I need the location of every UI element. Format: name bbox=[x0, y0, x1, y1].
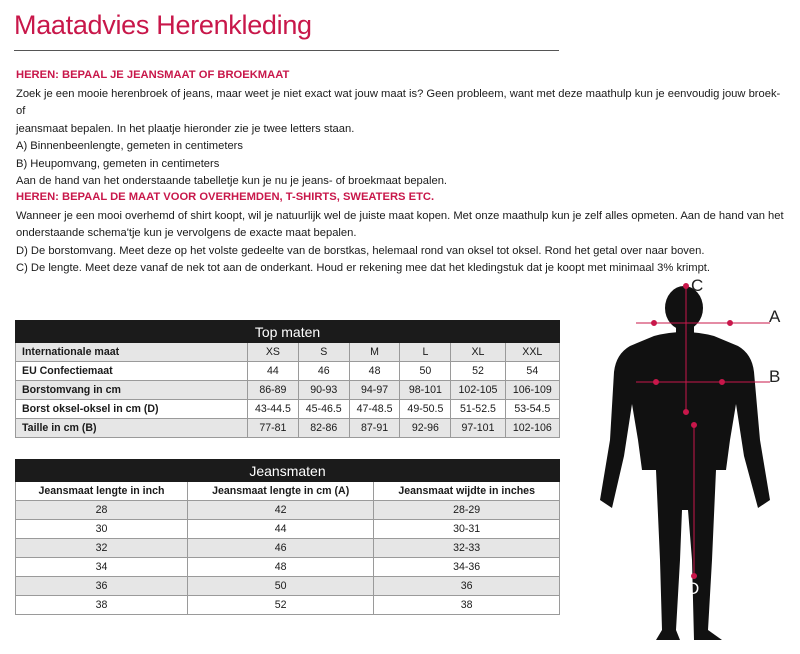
table-row bbox=[16, 520, 560, 539]
tops-advice-section bbox=[16, 189, 786, 278]
table-cell: 48 bbox=[349, 362, 400, 381]
table-cell: XXL bbox=[505, 343, 559, 362]
table-cell: 50 bbox=[187, 577, 373, 596]
table-cell: 102-105 bbox=[451, 381, 505, 400]
table-cell: 51-52.5 bbox=[451, 400, 505, 419]
tops-advice-heading: HEREN: BEPAAL DE MAAT VOOR OVERHEMDEN, T-SHIRTS, SWEATERS ETC. bbox=[16, 191, 435, 203]
tops-advice-line: Wanneer je een mooi overhemd of shirt koopt, wil je natuurlijk wel de juiste maat kopen. Met onze maathulp kun je zelf alles opmeten. Aan de hand van het bbox=[16, 209, 784, 222]
table-header-row bbox=[16, 482, 560, 501]
table-row bbox=[16, 362, 560, 381]
table-cell: 32-33 bbox=[374, 539, 560, 558]
table-row bbox=[16, 596, 560, 615]
table-row bbox=[16, 419, 560, 438]
table-cell: 46 bbox=[298, 362, 349, 381]
table-cell: 90-93 bbox=[298, 381, 349, 400]
male-silhouette bbox=[600, 286, 770, 640]
table-cell: 43-44.5 bbox=[248, 400, 299, 419]
column-header: Jeansmaat wijdte in inches bbox=[374, 482, 560, 501]
table-cell: 42 bbox=[187, 501, 373, 520]
jeans-advice-section bbox=[16, 67, 786, 191]
row-label: Internationale maat bbox=[16, 343, 248, 362]
table-cell: 46 bbox=[187, 539, 373, 558]
title-divider bbox=[14, 50, 559, 51]
table-cell: 53-54.5 bbox=[505, 400, 559, 419]
jeans-advice-heading: HEREN: BEPAAL JE JEANSMAAT OF BROEKMAAT bbox=[16, 69, 290, 81]
table-cell: 77-81 bbox=[248, 419, 299, 438]
table-cell: M bbox=[349, 343, 400, 362]
table-cell: 34 bbox=[16, 558, 188, 577]
table-cell: XS bbox=[248, 343, 299, 362]
table-cell: 92-96 bbox=[400, 419, 451, 438]
label-c: C bbox=[691, 276, 704, 295]
row-label: Taille in cm (B) bbox=[16, 419, 248, 438]
tops-advice-line: onderstaande schema'tje kun je vervolgens de exacte maat bepalen. bbox=[16, 227, 357, 239]
jeans-sizes-caption: Jeansmaten bbox=[16, 460, 560, 482]
table-cell: 36 bbox=[374, 577, 560, 596]
jeans-advice-line: B) Heupomvang, gemeten in centimeters bbox=[16, 157, 220, 170]
table-cell: 30 bbox=[16, 520, 188, 539]
table-row bbox=[16, 400, 560, 419]
label-d: D bbox=[687, 579, 700, 598]
table-cell: 28-29 bbox=[374, 501, 560, 520]
table-row bbox=[16, 577, 560, 596]
row-label: Borst oksel-oksel in cm (D) bbox=[16, 400, 248, 419]
table-cell: XL bbox=[451, 343, 505, 362]
table-cell: 28 bbox=[16, 501, 188, 520]
table-cell: 54 bbox=[505, 362, 559, 381]
table-row bbox=[16, 501, 560, 520]
jeans-advice-line: Zoek je een mooie herenbroek of jeans, maar weet je niet exact wat jouw maat is? Geen probleem, want met deze maathulp kun je eenvoudig jouw broek- of bbox=[16, 87, 781, 117]
table-cell: L bbox=[400, 343, 451, 362]
column-header: Jeansmaat lengte in cm (A) bbox=[187, 482, 373, 501]
table-cell: 45-46.5 bbox=[298, 400, 349, 419]
jeans-advice-line: Aan de hand van het onderstaande tabelletje kun je nu je jeans- of broekmaat bepalen. bbox=[16, 175, 448, 187]
table-cell: 86-89 bbox=[248, 381, 299, 400]
table-cell: 48 bbox=[187, 558, 373, 577]
table-cell: 30-31 bbox=[374, 520, 560, 539]
row-label: EU Confectiemaat bbox=[16, 362, 248, 381]
table-cell: 38 bbox=[374, 596, 560, 615]
table-cell: 52 bbox=[451, 362, 505, 381]
column-header: Jeansmaat lengte in inch bbox=[16, 482, 188, 501]
table-cell: 87-91 bbox=[349, 419, 400, 438]
table-cell: 102-106 bbox=[505, 419, 559, 438]
table-cell: 38 bbox=[16, 596, 188, 615]
top-sizes-table bbox=[15, 320, 560, 438]
page-title: Maatadvies Herenkleding bbox=[14, 10, 312, 40]
measure-a-line bbox=[636, 321, 770, 326]
top-sizes-caption: Top maten bbox=[16, 321, 560, 343]
table-row bbox=[16, 539, 560, 558]
label-a: A bbox=[769, 307, 781, 326]
table-cell: S bbox=[298, 343, 349, 362]
table-cell: 52 bbox=[187, 596, 373, 615]
table-cell: 98-101 bbox=[400, 381, 451, 400]
tops-advice-line: D) De borstomvang. Meet deze op het volste gedeelte van de borstkas, helemaal rond van oksel tot oksel. Rond het getal over naar boven. bbox=[16, 244, 705, 257]
jeans-advice-line: A) Binnenbeenlengte, gemeten in centimeters bbox=[16, 140, 244, 152]
table-cell: 44 bbox=[187, 520, 373, 539]
table-cell: 47-48.5 bbox=[349, 400, 400, 419]
jeans-sizes-table bbox=[15, 459, 560, 615]
table-cell: 106-109 bbox=[505, 381, 559, 400]
table-cell: 94-97 bbox=[349, 381, 400, 400]
table-cell: 97-101 bbox=[451, 419, 505, 438]
measurement-figure bbox=[600, 270, 800, 654]
table-cell: 82-86 bbox=[298, 419, 349, 438]
label-b: B bbox=[769, 367, 781, 386]
tops-advice-line: C) De lengte. Meet deze vanaf de nek tot aan de onderkant. Houd er rekening mee dat het kledingstuk dat je koopt met minimaal 3% krimpt. bbox=[16, 262, 711, 274]
table-cell: 49-50.5 bbox=[400, 400, 451, 419]
table-cell: 44 bbox=[248, 362, 299, 381]
jeans-advice-line: jeansmaat bepalen. In het plaatje hieronder zie je twee letters staan. bbox=[16, 122, 355, 135]
table-row bbox=[16, 343, 560, 362]
table-cell: 36 bbox=[16, 577, 188, 596]
table-row bbox=[16, 381, 560, 400]
row-label: Borstomvang in cm bbox=[16, 381, 248, 400]
table-cell: 34-36 bbox=[374, 558, 560, 577]
table-row bbox=[16, 558, 560, 577]
table-cell: 50 bbox=[400, 362, 451, 381]
table-cell: 32 bbox=[16, 539, 188, 558]
